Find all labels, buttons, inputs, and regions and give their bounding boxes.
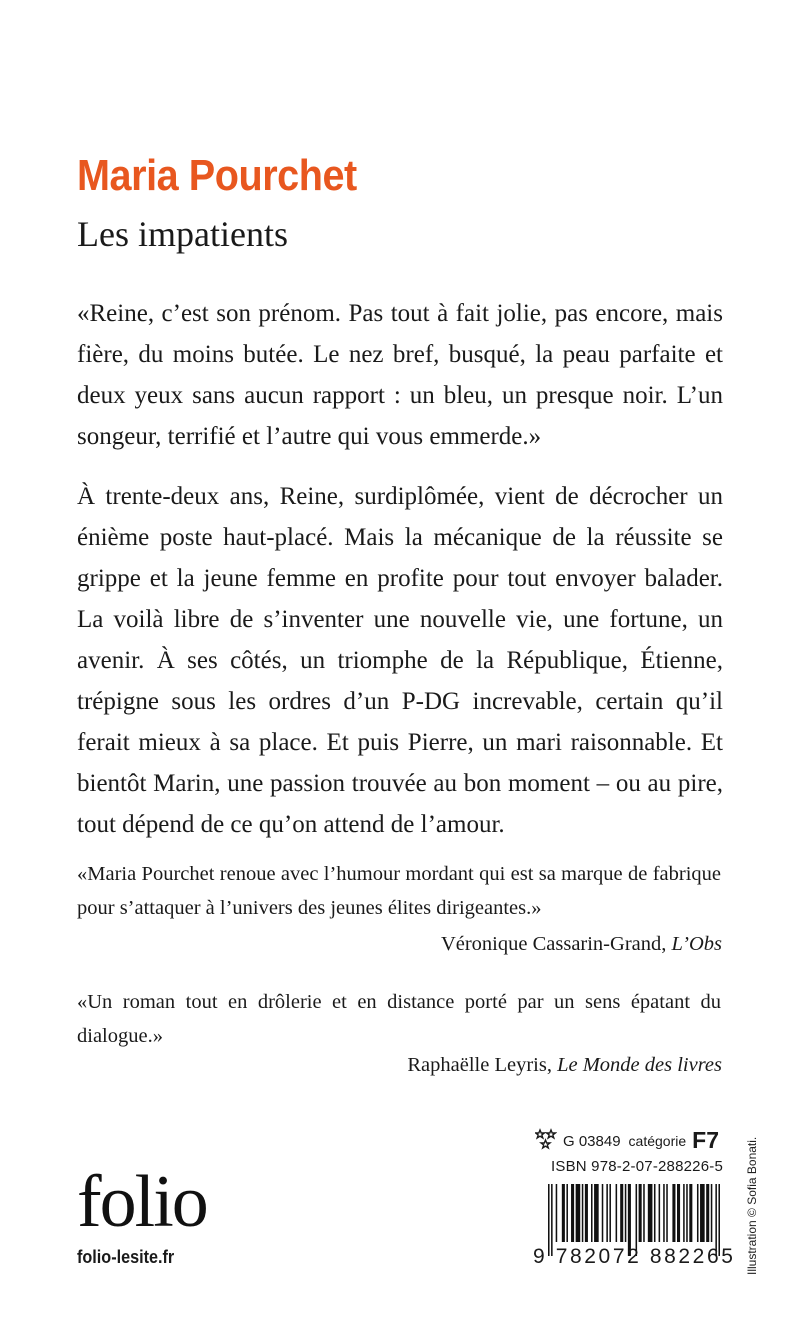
category-label: catégorie: [628, 1133, 687, 1149]
barcode-bar: [666, 1184, 668, 1242]
barcode-bar: [659, 1184, 661, 1242]
review-source-1: L’Obs: [671, 933, 722, 955]
barcode-bar: [585, 1184, 588, 1242]
barcode-bar: [639, 1184, 642, 1242]
barcode-bar: [582, 1184, 584, 1242]
catalog-codes: [563, 1128, 719, 1154]
barcode-bar: [609, 1184, 611, 1242]
barcode-bar: [602, 1184, 604, 1242]
isbn: ISBN 978-2-07-288226-5: [551, 1158, 724, 1175]
barcode-bar: [576, 1184, 581, 1242]
barcode-bar: [677, 1184, 680, 1242]
barcode-digits: 9 782072 882265: [533, 1245, 736, 1268]
barcode-bar: [625, 1184, 627, 1242]
barcode-bar: [689, 1184, 692, 1242]
review-critic-2: Raphaëlle Leyris,: [407, 1054, 558, 1076]
barcode-bar: [620, 1184, 623, 1242]
barcode-bar: [672, 1184, 675, 1242]
book-title: Les impatients: [77, 214, 288, 254]
author-name: Maria Pourchet: [77, 151, 357, 200]
barcode-bar: [706, 1184, 709, 1242]
barcode-bar: [663, 1184, 665, 1242]
barcode-bar: [594, 1184, 599, 1242]
barcode-bar: [711, 1184, 713, 1242]
barcode-bar: [683, 1184, 685, 1242]
barcode-bar: [654, 1184, 656, 1242]
review-attribution-1: [441, 929, 722, 959]
gallimard-stars-icon: [535, 1128, 557, 1150]
review-critic-1: Véronique Cassarin-Grand,: [440, 933, 672, 955]
barcode-bar: [556, 1184, 558, 1242]
blurb-summary: À trente-deux ans, Reine, surdiplômée, vient de décrocher un énième poste haut-placé. Mais la mécanique de la réussite se grippe et la jeune femme en profite pour tout envoyer balader. La voilà libre de s’inventer une nouvelle vie, une fortune, un avenir. À ses côtés, un triomphe de la République, Étienne, trépigne sous les ordres d’un P-DG increvable, certain qu’il ferait mieux à sa place. Et puis Pierre, un mari raisonnable. Et bientôt Marin, une passion trouvée au bon moment – ou au pire, tout dépend de ce qu’on attend de l’amour.: [77, 483, 723, 838]
barcode-bar: [686, 1184, 688, 1242]
folio-logo: folio: [77, 1161, 207, 1243]
review-quote-2: «Un roman tout en drôlerie et en distance porté par un sens épatant du dialogue.»: [77, 991, 721, 1047]
barcode-bar: [566, 1184, 568, 1242]
category-code: F7: [692, 1127, 719, 1153]
barcode-bar: [606, 1184, 608, 1242]
barcode-bar: [697, 1184, 699, 1242]
barcode-bar: [562, 1184, 565, 1242]
barcode-bar: [591, 1184, 593, 1242]
review-source-2: Le Monde des livres: [557, 1054, 722, 1076]
blurb-quote: «Reine, c’est son prénom. Pas tout à fait jolie, pas encore, mais fière, du moins butée. Le nez bref, busqué, la peau parfaite et deux yeux sans aucun rapport : un bleu, un presque noir. L’un songeur, terrifié et l’autre qui vous emmerde.»: [77, 300, 723, 450]
catalog-code: G 03849: [563, 1133, 621, 1150]
review-quote-1: «Maria Pourchet renoue avec l’humour mordant qui est sa marque de fabrique pour s’attaquer à l’univers des jeunes élites dirigeantes.»: [77, 863, 721, 919]
barcode-bar: [648, 1184, 653, 1242]
barcode-bar: [700, 1184, 705, 1242]
barcode-bar: [616, 1184, 618, 1242]
review-attribution-2: [407, 1050, 722, 1080]
illustration-credit: Illustration © Sofia Bonati.: [745, 1136, 759, 1275]
publisher-website: folio-lesite.fr: [77, 1247, 175, 1267]
barcode-bar: [571, 1184, 574, 1242]
barcode-bar: [643, 1184, 645, 1242]
